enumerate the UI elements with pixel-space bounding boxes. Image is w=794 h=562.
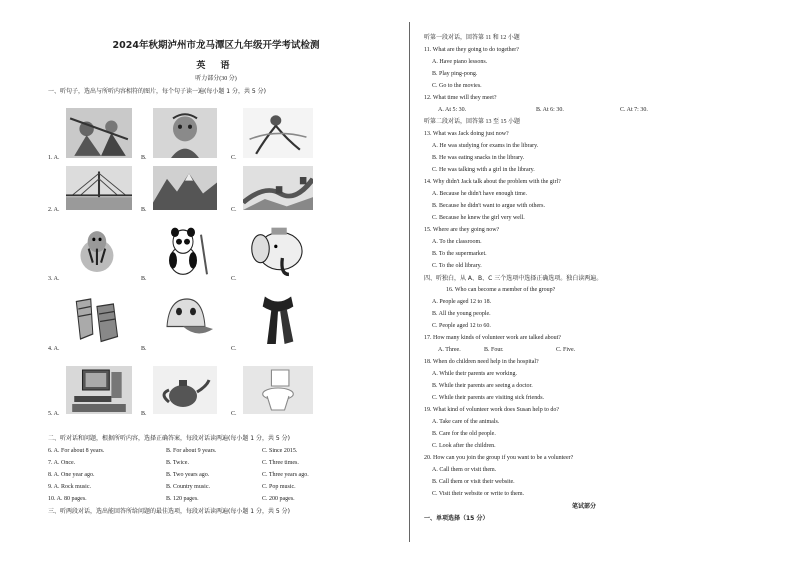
section2-heading: 二、听对话和问题，根据所听内容，选择正确答案，每段对话读两遍(每小题 1 分，共 5 分): [48, 435, 290, 442]
picture-option-label: B.: [141, 276, 147, 282]
picture-option-label: B.: [141, 207, 147, 213]
panda-picture: [153, 223, 217, 279]
answer-option: B. He was eating snacks in the library.: [432, 155, 525, 161]
gloves-picture: [66, 289, 132, 349]
question-text: 19. What kind of volunteer work does Susan help to do?: [424, 407, 560, 413]
answer-option: C. Go to the movies.: [432, 83, 482, 89]
tiger-picture: [66, 223, 132, 279]
section-heading: 一、单项选择（15 分）: [424, 515, 489, 522]
answer-option: B. Because he didn't want to argue with others.: [432, 203, 545, 209]
answer-option: C. Because he knew the girl very well.: [432, 215, 525, 221]
answer-option: C. Visit their website or write to them.: [432, 491, 525, 497]
answer-option: B. For about 9 years.: [166, 448, 217, 454]
answer-option: C. Three years ago.: [262, 472, 309, 478]
section-heading: 听第一段对话，回答第 11 和 12 小题: [424, 35, 520, 41]
section3-heading: 三、听两段对话，选出能回答所给问题的最佳选项，每段对话读两遍(每小题 1 分，共 5 分): [48, 508, 290, 515]
answer-option: B. Country music.: [166, 484, 211, 490]
answer-option: C. To the old library.: [432, 263, 482, 269]
answer-option: B. Play ping-pong.: [432, 71, 478, 77]
answer-option: A. He was studying for exams in the library.: [432, 143, 539, 149]
answer-option: A. Have piano lessons.: [432, 59, 488, 65]
answer-option: C. 200 pages.: [262, 496, 295, 502]
answer-option: A. Take care of the animals.: [432, 419, 500, 425]
section1-heading: 一、听句子，选出与所听内容相符的图片，每个句子读一遍(每小题 1 分，共 5 分): [48, 88, 266, 95]
picture-option-label: 4. A.: [48, 346, 60, 352]
answer-option: 7. A. Once.: [48, 460, 76, 466]
question-text: 14. Why didn't Jack talk about the problem with the girl?: [424, 179, 561, 185]
answer-option: C. Pop music.: [262, 484, 296, 490]
answer-option: C. Since 2015.: [262, 448, 298, 454]
answer-option: B. Four.: [484, 347, 504, 353]
answer-option: C. While their parents are visiting sick friends.: [432, 395, 545, 401]
column-divider: [409, 22, 410, 542]
answer-option: B. To the supermarket.: [432, 251, 487, 257]
answer-option: 9. A. Rock music.: [48, 484, 91, 490]
toilet-picture: [243, 366, 313, 414]
picture-option-label: B.: [141, 346, 147, 352]
answer-option: A. While their parents are working.: [432, 371, 518, 377]
answer-option: A. Call them or visit them.: [432, 467, 497, 473]
picture-option-label: B.: [141, 411, 147, 417]
answer-option: B. Two years ago.: [166, 472, 210, 478]
teapot-picture: [153, 366, 217, 414]
answer-option: B. 120 pages.: [166, 496, 199, 502]
question-text: 18. When do children need help in the hospital?: [424, 359, 539, 365]
answer-option: A. To the classroom.: [432, 239, 482, 245]
answer-option: A. At 5: 30.: [438, 107, 467, 113]
answer-option: A. People aged 12 to 18.: [432, 299, 492, 305]
computer-picture: [66, 366, 132, 414]
answer-option: A. Because he didn't have enough time.: [432, 191, 528, 197]
answer-option: 6. A. For about 8 years.: [48, 448, 105, 454]
scarf-picture: [243, 289, 313, 349]
question-text: 13. What was Jack doing just now?: [424, 131, 509, 137]
section-heading: 笔试部分: [572, 503, 597, 510]
question-text: 15. Where are they going now?: [424, 227, 500, 233]
exam-title: 2024年秋期泸州市龙马潭区九年级开学考试检测: [112, 40, 320, 51]
answer-option: B. Twice.: [166, 460, 189, 466]
listening-part-heading: 听力部分(30 分): [195, 76, 237, 82]
monkey-king-warriors-picture: [66, 108, 132, 158]
answer-option: C. Look after the children.: [432, 443, 496, 449]
cable-bridge-picture: [66, 166, 132, 210]
question-text: 12. What time will they meet?: [424, 95, 497, 101]
answer-option: B. All the young people.: [432, 311, 491, 317]
answer-option: B. Care for the old people.: [432, 431, 496, 437]
monkey-king-picture: [153, 108, 217, 158]
picture-option-label: C.: [231, 346, 237, 352]
question-text: 16. Who can become a member of the group?: [446, 287, 556, 293]
answer-option: B. Call them or visit their website.: [432, 479, 515, 485]
answer-option: C. At 7: 30.: [620, 107, 648, 113]
picture-option-label: C.: [231, 276, 237, 282]
answer-option: C. People aged 12 to 60.: [432, 323, 491, 329]
answer-option: B. While their parents are seeing a doctor.: [432, 383, 533, 389]
answer-option: C. He was talking with a girl in the library.: [432, 167, 535, 173]
answer-option: 10. A. 80 pages.: [48, 496, 87, 502]
picture-option-label: C.: [231, 207, 237, 213]
picture-option-label: 5. A.: [48, 411, 60, 417]
flying-fairy-picture: [243, 108, 313, 158]
question-text: 11. What are they going to do together?: [424, 47, 519, 53]
question-text: 20. How can you join the group if you want to be a volunteer?: [424, 455, 574, 461]
picture-option-label: 2. A.: [48, 207, 60, 213]
section-heading: 四、听独白，从 A、B、C 三个选项中选择正确选项。独白读两遍。: [424, 275, 603, 282]
answer-option: B. At 6: 30.: [536, 107, 564, 113]
section-heading: 听第二段对话，回答第 13 至 15 小题: [424, 119, 521, 125]
picture-option-label: 3. A.: [48, 276, 60, 282]
answer-option: 8. A. One year ago.: [48, 472, 95, 478]
picture-option-label: C.: [231, 155, 237, 161]
answer-option: A. Three.: [438, 347, 461, 353]
picture-option-label: C.: [231, 411, 237, 417]
question-text: 17. How many kinds of volunteer work are talked about?: [424, 335, 561, 341]
elephant-picture: [243, 223, 313, 279]
cap-picture: [153, 289, 217, 349]
picture-option-label: 1. A.: [48, 155, 60, 161]
answer-option: C. Three times.: [262, 460, 299, 466]
mountains-picture: [153, 166, 217, 210]
great-wall-picture: [243, 166, 313, 210]
picture-option-label: B.: [141, 155, 147, 161]
answer-option: C. Five.: [556, 347, 576, 353]
exam-subject: 英 语: [196, 61, 236, 71]
